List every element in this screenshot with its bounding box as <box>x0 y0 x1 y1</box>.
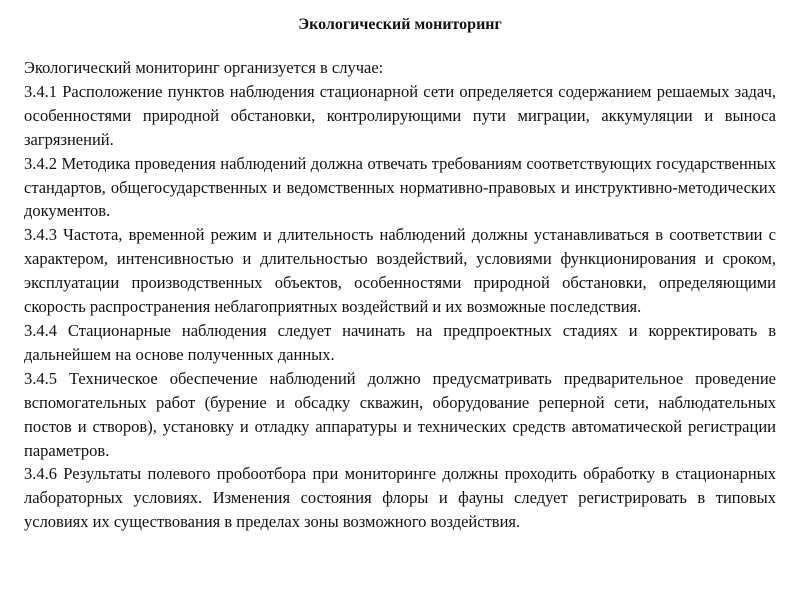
paragraph-3-4-3: 3.4.3 Частота, временной режим и длительность наблюдений должны устанавливаться в соответствии с характером, интенсивностью и длительностью воздействий, условиями функционирования и сроком, эксплуатации производственных объектов, особенностями природной обстановки, определяющими скорость распространения неблагоприятных воздействий и их возможные последствия. <box>24 225 776 317</box>
paragraph-3-4-6: 3.4.6 Результаты полевого пробоотбора при мониторинге должны проходить обработку в стационарных лабораторных условиях. Изменения состояния флоры и фауны следует регистрировать в типовых условиях их существования в пределах зоны возможного воздействия. <box>24 464 776 532</box>
document-page <box>24 14 776 594</box>
paragraph-3-4-5: 3.4.5 Техническое обеспечение наблюдений должно предусматривать предварительное проведение вспомогательных работ (бурение и обсадку скважин, оборудование реперной сети, наблюдательных постов и створов), установку и отладку аппаратуры и технических средств автоматической регистрации параметров. <box>24 368 776 460</box>
paragraph-3-4-2: 3.4.2 Методика проведения наблюдений должна отвечать требованиям соответствующих государственных стандартов, общегосударственных и ведомственных нормативно-правовых и инструктивно-методических документов. <box>24 153 776 221</box>
paragraph-3-4-4: 3.4.4 Стационарные наблюдения следует начинать на предпроектных стадиях и корректировать в дальнейшем на основе полученных данных. <box>24 320 776 364</box>
paragraph-3-4-1: 3.4.1 Расположение пунктов наблюдения стационарной сети определяется содержанием решаемых задач, особенностями природной обстановки, контролирующими пути миграции, аккумуляции и выноса загрязнений. <box>24 81 776 149</box>
intro-text: Экологический мониторинг организуется в случае: <box>24 58 384 77</box>
document-title: Экологический мониторинг <box>298 16 502 33</box>
